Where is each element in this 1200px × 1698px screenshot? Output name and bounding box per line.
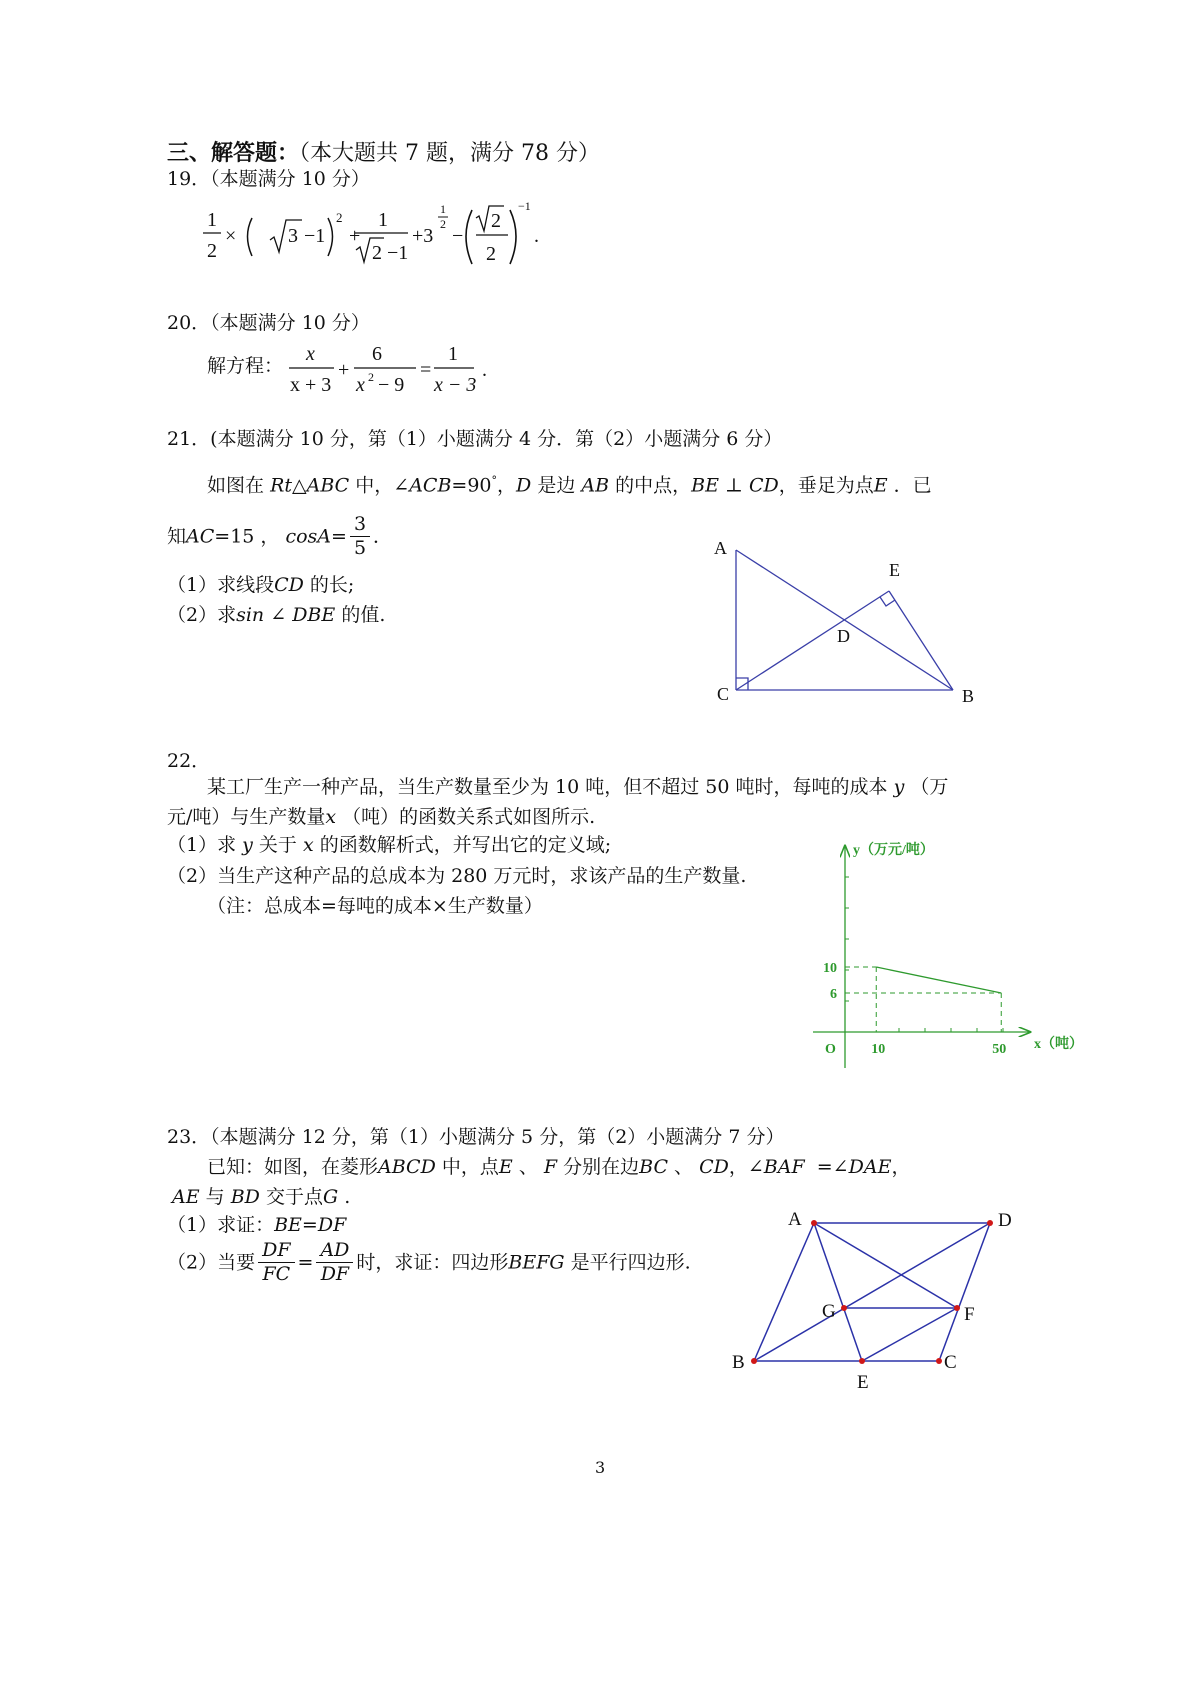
q19-t7: 1 (378, 209, 388, 231)
q19-t1: 2 (207, 240, 217, 262)
q22-note: （注：总成本=每吨的成本×生产数量） (207, 895, 543, 917)
q20-t1: x + 3 (290, 374, 332, 396)
label-b: B (732, 1352, 745, 1373)
segment-ce (736, 591, 889, 690)
section-heading (167, 136, 600, 167)
q21-line2: 知AC=15 ， cosA= $\frac{3}{5}$ ． (167, 513, 393, 559)
side-dc (939, 1223, 990, 1361)
y-tick-10: 10 (823, 961, 837, 976)
section-subtitle: （本大题共 7 题，满分 78 分） (299, 141, 600, 166)
q23-line2: AE 与 BD 交于点G . (172, 1186, 351, 1208)
q21-triangle-figure (700, 530, 990, 715)
q22-line1: 某工厂生产一种产品，当生产数量至少为 10 吨，但不超过 50 吨时，每吨的成本 y （万 (207, 776, 949, 798)
segment-eb (889, 591, 953, 690)
q19-expression (200, 196, 560, 276)
q19-t17: . (534, 225, 539, 247)
x-tick-50: 50 (992, 1042, 1007, 1057)
label-c: C (944, 1352, 957, 1373)
label-g: G (822, 1301, 836, 1322)
x-axis-label: x（吨） (1034, 1037, 1083, 1052)
q19-t9: −1 (387, 242, 409, 264)
q20-prompt: 解方程： (207, 355, 284, 377)
label-e: E (889, 560, 900, 580)
side-ba (754, 1223, 814, 1361)
q20-t3: 6 (372, 343, 382, 365)
q20-t2: + (338, 359, 350, 381)
y-axis-label: y（万元/吨） (853, 843, 934, 858)
q22-sub2: （2）当生产这种产品的总成本为 280 万元时，求该产品的生产数量. (167, 865, 747, 887)
q22-sub1: （1）求 y 关于 x 的函数解析式，并写出它的定义域; (167, 834, 612, 856)
q20-t8: 1 (448, 343, 458, 365)
q21-label: 21．(本题满分 10 分，第（1）小题满分 4 分．第（2）小题满分 6 分） (167, 428, 783, 450)
q23-sub1: （1）求证：BE=DF (167, 1214, 347, 1236)
q23-rhombus-figure (720, 1200, 1040, 1400)
q19-t2: × (225, 225, 237, 247)
q19-t16: −1 (518, 199, 531, 213)
q19-t11: 1 (440, 202, 446, 216)
q19-t14: 2 (491, 210, 501, 232)
q21-sub2: （2）求sin ∠ DBE 的值. (167, 604, 386, 626)
segment-ef (862, 1308, 957, 1361)
origin-label: O (825, 1042, 836, 1057)
segment-af (814, 1223, 957, 1308)
q21-line1: 如图在 Rt△ABC 中，∠ACB=90°，D 是边 AB 的中点，BE ⊥ CD，垂足为点E ．已 (207, 474, 932, 497)
q23-sub2: （2）当要 $\frac{DF}{FC}$ = $\frac{AD}{DF}$ 时，求证：四边形BEFG 是平行四边形. (167, 1239, 691, 1285)
label-b: B (962, 686, 975, 706)
q19-t12: 2 (440, 217, 446, 231)
q20-equation (286, 338, 516, 402)
label-e: E (857, 1372, 869, 1393)
segment-ae (814, 1223, 862, 1361)
q19-t15: 2 (486, 243, 496, 265)
label-a: A (788, 1209, 802, 1230)
q20-t4: x (356, 374, 365, 396)
label-c: C (717, 684, 730, 704)
label-d: D (998, 1210, 1012, 1231)
x-tick-10: 10 (871, 1042, 886, 1057)
q23-line1: 已知：如图，在菱形ABCD 中，点E 、 F 分别在边BC 、 CD，∠BAF =∠DAE， (207, 1156, 911, 1178)
q20-t10: . (482, 359, 487, 381)
q23-label: 23．（本题满分 12 分，第（1）小题满分 5 分，第（2）小题满分 7 分） (167, 1126, 785, 1148)
q19-t4: −1 (304, 225, 326, 247)
page-number: 3 (595, 1458, 606, 1477)
q19-t13: − (452, 225, 464, 247)
q20-t6: − 9 (378, 374, 405, 396)
q20-t9: x − 3 (434, 374, 477, 396)
q20-t5: 2 (368, 370, 374, 384)
q22-label: 22． (167, 750, 211, 772)
q19-t8: 2 (372, 242, 382, 264)
label-a: A (714, 538, 727, 558)
q19-t10: +3 (412, 225, 434, 247)
q19-t5: 2 (336, 210, 343, 225)
right-angle-e (880, 597, 895, 606)
q21-sub1: （1）求线段CD 的长; (167, 574, 355, 596)
label-f: F (964, 1304, 975, 1325)
q19-t0: 1 (207, 209, 217, 231)
diagonal-bd (754, 1223, 990, 1361)
q19-t6: + (349, 225, 361, 247)
y-tick-6: 6 (830, 987, 837, 1002)
q20-t7: = (420, 359, 432, 381)
q20-t0: x (306, 343, 315, 365)
q19-t3: 3 (288, 225, 298, 247)
series-line (876, 967, 1001, 993)
q19-label: 19．（本题满分 10 分） (167, 168, 370, 190)
label-d: D (837, 626, 850, 646)
section-title: 三、解答题： (167, 140, 300, 166)
q20-label: 20．（本题满分 10 分） (167, 312, 370, 334)
q22-line2: 元/吨）与生产数量x （吨）的函数关系式如图所示. (167, 806, 596, 828)
q22-chart (805, 830, 1083, 1080)
